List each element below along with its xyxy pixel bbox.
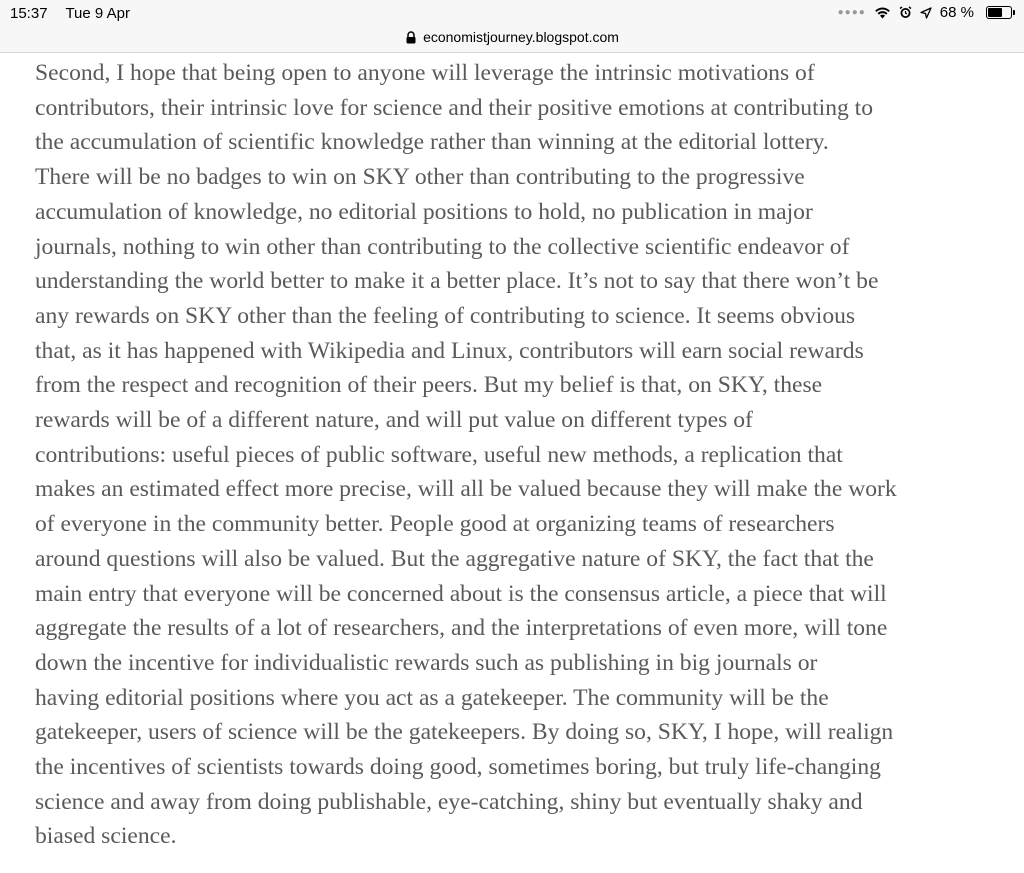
article-body [35,56,995,854]
article-line: the incentives of scientists towards doing good, sometimes boring, but truly life-changing [35,754,881,781]
battery-percent: 68 % [939,4,974,21]
article-line: rewards will be of a different nature, and will put value on different types of [35,407,753,434]
url-domain[interactable]: economistjourney.blogspot.com [423,29,619,45]
article-line: having editorial positions where you act as a gatekeeper. The community will be the [35,684,829,711]
alarm-clock-icon [899,6,912,19]
article-line: journals, nothing to win other than contributing to the collective scientific endeavor of [35,233,850,260]
article-line: gatekeeper, users of science will be the gatekeepers. By doing so, SKY, I hope, will realign [35,719,894,746]
wifi-icon [874,6,891,19]
article-line: accumulation of knowledge, no editorial positions to hold, no publication in major [35,198,813,225]
battery-level-fill [988,8,1002,17]
status-right [830,4,1012,21]
article-line: makes an estimated effect more precise, will all be valued because they will make the work [35,476,897,503]
url-bar[interactable] [0,28,1024,53]
article-line: There will be no badges to win on SKY other than contributing to the progressive [35,164,805,191]
article-line: contributions: useful pieces of public software, useful new methods, a replication that [35,441,843,468]
article-line: that, as it has happened with Wikipedia and Linux, contributors will earn social rewards [35,337,864,364]
article-line: science and away from doing publishable, eye-catching, shiny but eventually shaky and [35,788,863,815]
status-time: 15:37 [10,5,48,22]
article-line: from the respect and recognition of their peers. But my belief is that, on SKY, these [35,372,823,399]
article-line: contributors, their intrinsic love for science and their positive emotions at contributing to [35,94,874,121]
article-line: Second, I hope that being open to anyone will leverage the intrinsic motivations of [35,60,815,86]
article-line: any rewards on SKY other than the feeling of contributing to science. It seems obvious [35,302,856,329]
status-left [10,5,144,22]
location-arrow-icon [920,7,932,19]
status-bar [0,0,1024,28]
article-line: aggregate the results of a lot of researchers, and the interpretations of even more, will tone [35,615,888,642]
article-line: of everyone in the community better. People good at organizing teams of researchers [35,511,835,538]
lock-icon [405,31,417,44]
article-line: main entry that everyone will be concerned about is the consensus article, a piece that will [35,580,887,607]
article-line: the accumulation of scientific knowledge rather than winning at the editorial lottery. [35,129,829,156]
battery-icon [982,6,1012,19]
cellular-signal-icon: ●●●● [837,7,866,18]
article-line: biased science. [35,823,177,850]
article-line: down the incentive for individualistic rewards such as publishing in big journals or [35,649,818,676]
status-date: Tue 9 Apr [65,5,130,22]
article-line: understanding the world better to make it a better place. It’s not to say that there won’t be [35,268,879,295]
article-line: around questions will also be valued. But the aggregative nature of SKY, the fact that the [35,545,874,572]
